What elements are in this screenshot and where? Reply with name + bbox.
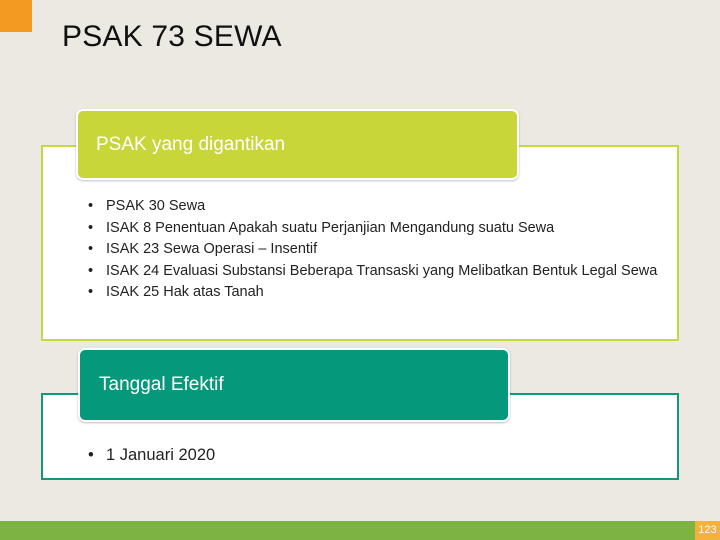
bullet: •	[88, 284, 94, 300]
section-2-header	[78, 348, 510, 422]
list-item	[88, 239, 658, 261]
bullet: •	[88, 241, 94, 257]
bullet: •	[88, 446, 94, 464]
list-item	[88, 445, 648, 467]
list-item-text: ISAK 25 Hak atas Tanah	[106, 284, 264, 300]
footer-bar	[0, 521, 720, 540]
bullet: •	[88, 219, 94, 236]
list-item-text: ISAK 8 Penentuan Apakah suatu Perjanjian Mengandung suatu Sewa	[106, 219, 555, 236]
section-2-header-label: Tanggal Efektif	[99, 374, 224, 395]
list-item	[88, 218, 658, 240]
list-item-text: 1 Januari 2020	[106, 446, 216, 464]
list-item	[88, 282, 658, 304]
bullet: •	[88, 262, 94, 279]
section-2-list	[88, 445, 648, 467]
list-item	[88, 196, 658, 218]
section-1-list	[88, 196, 658, 304]
section-1-header-label: PSAK yang digantikan	[96, 133, 286, 155]
list-item-text: PSAK 30 Sewa	[106, 198, 206, 214]
bullet: •	[88, 198, 94, 214]
list-item-text: ISAK 23 Sewa Operasi – Insentif	[106, 241, 318, 257]
section-1-header	[76, 109, 519, 180]
list-item	[88, 261, 658, 283]
slide-title: PSAK 73 SEWA	[62, 20, 282, 53]
list-item-text: ISAK 24 Evaluasi Substansi Beberapa Transaski yang Melibatkan Bentuk Legal Sewa	[106, 262, 658, 279]
corner-accent	[0, 0, 32, 32]
page-number: 123	[695, 521, 720, 540]
